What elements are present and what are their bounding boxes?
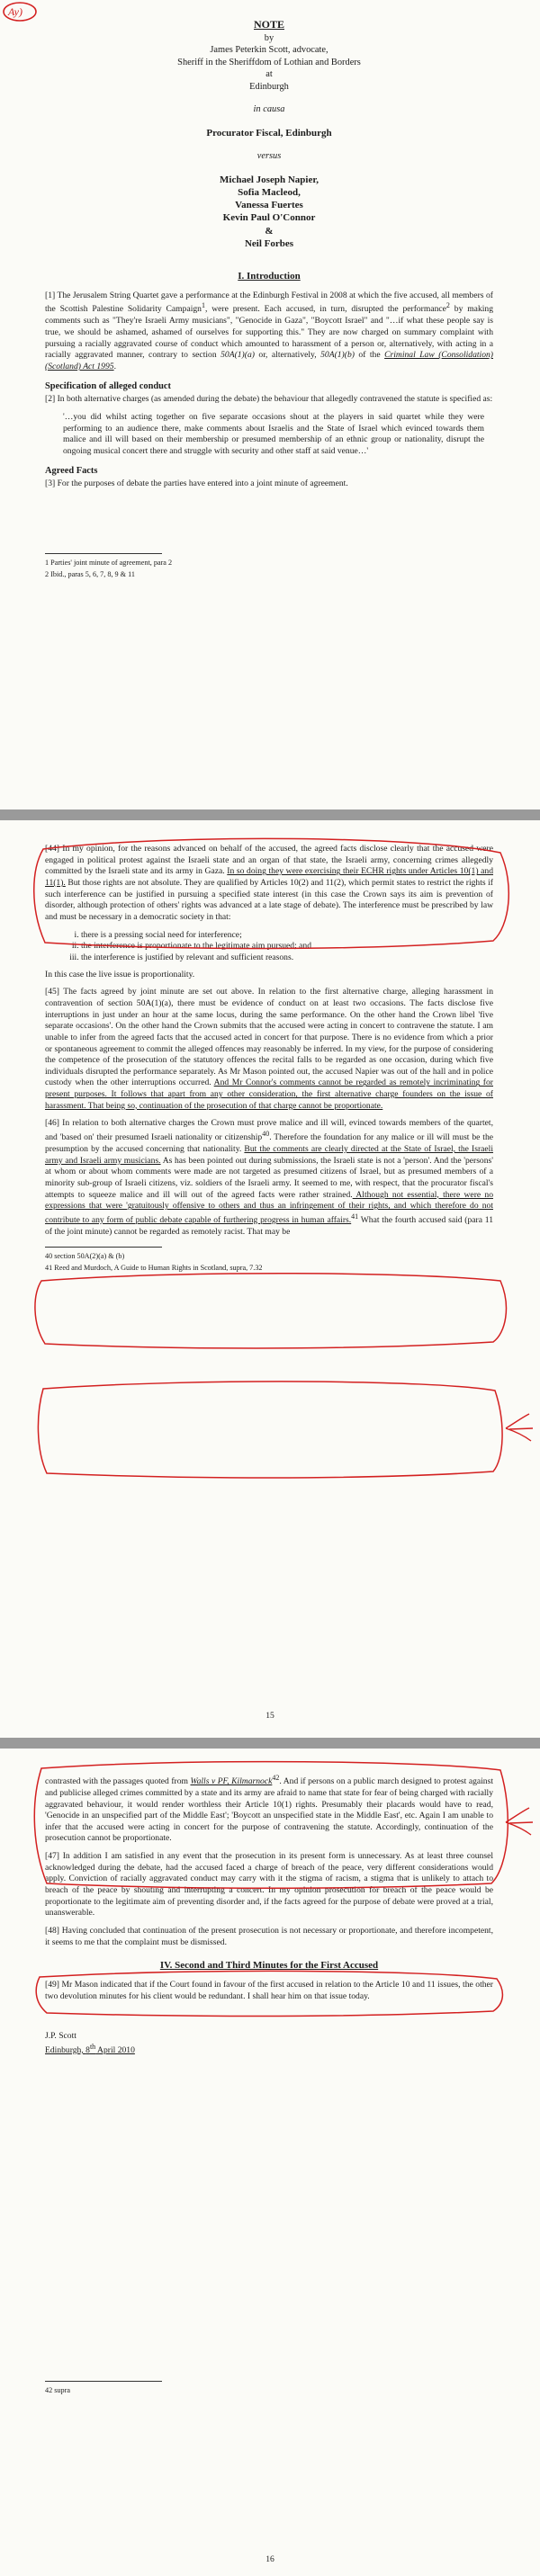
- page-number: 16: [266, 2554, 274, 2564]
- date-day: 8: [86, 2045, 90, 2056]
- paragraph-44: [45, 844, 493, 924]
- footnote-40: 40 section 50A(2)(a) & (b): [45, 1252, 125, 1261]
- document-page-1: [0, 0, 540, 809]
- p44-underlined-rights: In so doing they were exercising their ECHR rights under Articles 10(1) and 11(1).: [45, 866, 493, 888]
- header-author: James Peterkin Scott, advocate,: [210, 45, 328, 56]
- signature-block: [45, 2031, 493, 2057]
- case-citation-link[interactable]: Walls v PF, Kilmarnock: [190, 1776, 273, 1787]
- p46-text-f: What the fourth accused said (para 11 of the joint minute) cannot be regarded as remotely racist. That may be: [45, 1215, 493, 1237]
- p46-underlined-offensive: Although not essential, there were no expressions that were 'gratuitously offensive to others and thus an infringement of their rights, and which therefore do not contribute to any form of public debate capable of furthering progress in human affairs.: [45, 1189, 493, 1226]
- paragraph-44-end: In this case the live issue is proportionality.: [45, 969, 195, 979]
- header-in-causa: in causa: [253, 104, 285, 115]
- p46c-text-a: contrasted with the passages quoted from: [45, 1776, 191, 1787]
- footnote-1: 1 Parties' joint minute of agreement, para 2: [45, 558, 173, 567]
- p45-circle: [35, 1274, 506, 1348]
- footnote-ref-41: 41: [351, 1212, 359, 1221]
- paragraph-46-continued: [45, 1774, 493, 1845]
- footnote-ref-40: 40: [262, 1130, 270, 1139]
- paragraph-46: [45, 1118, 493, 1238]
- p1-text-d: or, alternatively,: [254, 350, 321, 361]
- footnote-ref-42: 42: [272, 1774, 280, 1782]
- page-number: 15: [266, 1711, 274, 1721]
- footnote-divider: [45, 553, 162, 554]
- accused-1: Michael Joseph Napier,: [220, 174, 319, 185]
- paragraph-1: [45, 291, 493, 373]
- header-pursuer: Procurator Fiscal, Edinburgh: [206, 127, 332, 139]
- p1-text-a: [1] The Jerusalem String Quartet gave a performance at the Edinburgh Festival in 2008 at which the five accused, all members of the Scottish Palestine Solidarity Campaign: [45, 290, 493, 315]
- date-place: Edinburgh,: [45, 2045, 86, 2056]
- footnote-42: 42 supra: [45, 2385, 70, 2394]
- paragraph-3: [3] For the purposes of debate the parties have entered into a joint minute of agreement.: [45, 479, 348, 489]
- p44-text-c: But those rights are not absolute. They are qualified by Articles 10(2) and 11(2), which permit states to restrict the rights if such interference can be justified in pursuing a specified state interest (in this case the Crown says its aim is prevention of disorder, although protection of others' rights was advanced at a late stage of debate). The interference must be prescribed by law and must be necessary in a democratic society in that:: [45, 877, 493, 922]
- paragraph-47: [47] In addition I am satisfied in any event that the prosecution in its present form is unnecessary. As at least three counsel acknowledged during the debate, had the accused faced a charge of breach of the peace, very different considerations would apply. Conviction of racially aggravated conduct may carry with it the stigma of racism, a stigma that is unlikely to attach to breach of the peace by shouting and interrupting a concert. In my opinion prosecution for breach of the peace would be proportionate to the legitimate aim of preventing disorder and, if the facts agreed for the purpose of debate were proved at a trial, unanswerable.: [45, 1851, 493, 1919]
- charge-quote: '…you did whilst acting together on five separate occasions shout at the players in said quartet while they were performing to an audience there, make comments about Israelis and the State of Israel which evinced towards them malice and ill will based on their membership or presumed membership of an ethnic group or nationality, disrupt the ongoing musical concert there and struggle with security and other staff at said venue…': [63, 411, 484, 456]
- p46-text-d: As has been pointed out during submissions, the Israeli state is not a 'person'. And the 'persons' at whom or about whom comments were made are not targeted as presumed citizens of Israel, but as presumed members of a minority sub-group of Israeli citizens, viz. soldiers of the Israeli army. It seemed to me, with respect, that the procurator fiscal's attempts to squeeze malice and ill will out of the agreed facts were rather strained.: [45, 1155, 493, 1200]
- proportionality-tests-list: [54, 930, 493, 964]
- accused-3: Vanessa Fuertes: [235, 200, 303, 211]
- test-item-2: ii. the interference is proportionate to the legitimate aim pursued; and: [81, 941, 493, 953]
- footnote-ref-2: 2: [446, 301, 450, 310]
- p1-text-c: by making comments such as "They're Israeli Army musicians", "Genocide in Gaza", "Boycott Israel" and "…if what these people say is true, we should be ashamed, ashamed of ourselves for supporting this." They are now charged on summary complaint with pursuing a racially aggravated course of conduct which amounted to harassment of a person or, alternatively, with acting in a racially aggravated manner, contrary to section: [45, 304, 493, 361]
- heading-specification: Specification of alleged conduct: [45, 380, 171, 391]
- margin-arrow-icon: [506, 1414, 533, 1441]
- p46-text-b: . Therefore the foundation for any malice or ill will must be the presumption by the accused concerning that nationality.: [45, 1132, 493, 1154]
- header-versus: versus: [256, 150, 282, 161]
- footnote-ref-1: 1: [201, 301, 205, 310]
- margin-arrow-icon: [506, 1808, 533, 1835]
- test-item-3: iii. the interference is justified by relevant and sufficient reasons.: [81, 953, 493, 964]
- document-header: [45, 0, 493, 250]
- footnote-2: 2 Ibid., paras 5, 6, 7, 8, 9 & 11: [45, 569, 135, 578]
- p45-underlined-conclusion: And Mr Connor's comments cannot be regarded as remotely incriminating for present purposes. It follows that apart from any other consideration, the first alternative charge founders on the issue of harassment. That being so, continuation of the prosecution of that charge cannot be proportionate.: [45, 1078, 493, 1111]
- p1-text-b: , were present. Each accused, in turn, disrupted the performance: [204, 304, 446, 315]
- signature-name: J.P. Scott: [45, 2031, 76, 2042]
- p46-circle: [38, 1382, 502, 1478]
- footnote-41: 41 Reed and Murdoch, A Guide to Human Rights in Scotland, supra, 7.32: [45, 1264, 263, 1273]
- heading-agreed-facts: Agreed Facts: [45, 465, 98, 476]
- heading-text: IV. Second and Third Minutes for the First Accused: [159, 1960, 379, 1972]
- p44-text-a: [44] In my opinion, for the reasons advanced on behalf of the accused, the agreed facts disclose clearly that the accused were engaged in political protest against the Israeli state and an organ of that state, the Israeli army, concerning crimes allegedly committed by the Israeli state and its army in Gaza.: [45, 844, 493, 877]
- p45-text-a: [45] The facts agreed by joint minute are set out above. In relation to the first alternative charge, alleging harassment in contravention of section 50A(1)(a), there must be evidence of conduct on at least two occasions. The facts disclose five interruptions in just under an hour at the same locus, during the same performance. On the other hand the Crown libel 'five separate occasions'. On the other hand the Crown submits that the accused were acting in concert to contravene the statute. I am unable to infer from the agreed facts that the accused acted in concert for that purpose. There is no evidence from which a prior or spontaneous agreement to commit the alleged offences may reasonably be inferred. In my view, for the purpose of considering the competence of the prosecution of the statutory offences the recital falls to be regarded as one occasion, during which five individuals disrupted the performance separately. As Mr Mason pointed out, the accused Napier was out of the hall and in police custody when the other interruptions occurred.: [45, 987, 493, 1088]
- accused-and: &: [265, 225, 274, 237]
- p1-section-ref-b: 50A(1)(b): [320, 350, 355, 361]
- p1-section-ref-a: 50A(1)(a): [220, 350, 255, 361]
- test-item-1: i. there is a pressing social need for interference;: [81, 930, 493, 942]
- date-rest: April 2010: [95, 2045, 135, 2056]
- header-at: at: [266, 69, 273, 80]
- section-heading-minutes: [45, 1959, 493, 1972]
- document-page-2: [0, 820, 540, 1738]
- accused-5: Neil Forbes: [244, 237, 294, 249]
- p46-text-a: [46] In relation to both alternative charges the Crown must prove malice and ill will, evinced towards members of the quartet, and 'based on' their presumed Israeli nationality or citizenship: [45, 1118, 493, 1143]
- paragraph-45: [45, 987, 493, 1112]
- date-suffix: th: [89, 2042, 96, 2051]
- accused-4: Kevin Paul O'Connor: [222, 212, 316, 224]
- section-heading-introduction: I. Introduction: [238, 271, 301, 282]
- paragraph-49: [49] Mr Mason indicated that if the Court found in favour of the first accused in relation to the Article 10 and 11 issues, the other two devolution minutes for his client would be redundant. I shall hear him on that issue today.: [45, 1979, 493, 2001]
- act-citation-link[interactable]: Criminal Law (Consolidation)(Scotland) Act 1995: [45, 350, 493, 371]
- corner-mark-text: Ay): [8, 5, 22, 18]
- header-office: Sheriff in the Sheriffdom of Lothian and Borders: [177, 57, 361, 67]
- p46-underlined-state: But the comments are clearly directed at the State of Israel, the Israeli army and Israeli army musicians.: [45, 1143, 493, 1166]
- header-place: Edinburgh: [249, 81, 289, 92]
- signature-date: [45, 2043, 493, 2057]
- document-title: NOTE: [253, 18, 284, 31]
- p1-text-f: .: [113, 361, 116, 371]
- accused-2: Sofia Macleod,: [238, 186, 301, 198]
- footnote-divider: [45, 2381, 162, 2382]
- p1-text-e: of the: [354, 350, 385, 361]
- header-by: by: [264, 32, 274, 43]
- p46c-text-b: . And if persons on a public march designed to protest against and publicise alleged crimes committed by a state and its army are afraid to name that state for fear of being charged with racially aggravated behaviour, it would render worthless their Article 10(1) rights. Presumably their placards would have to read, 'Genocide in an unspecified part of the Middle East'; 'Boycott an unspecified state in the Middle East', etc. Again I am unable to infer that the accused were acting in concert for the purpose of contravening the statute. Accordingly, continuation of the prosecution cannot be proportionate.: [45, 1776, 493, 1844]
- document-page-3: [0, 1749, 540, 2576]
- paragraph-48: [48] Having concluded that continuation of the present prosecution is not necessary or proportionate, and therefore incompetent, it seems to me that the complaint must be dismissed.: [45, 1926, 493, 1947]
- footnote-divider: [45, 1247, 162, 1248]
- paragraph-2: [2] In both alternative charges (as amended during the debate) the behaviour that allegedly contravened the statute is specified as:: [45, 394, 493, 405]
